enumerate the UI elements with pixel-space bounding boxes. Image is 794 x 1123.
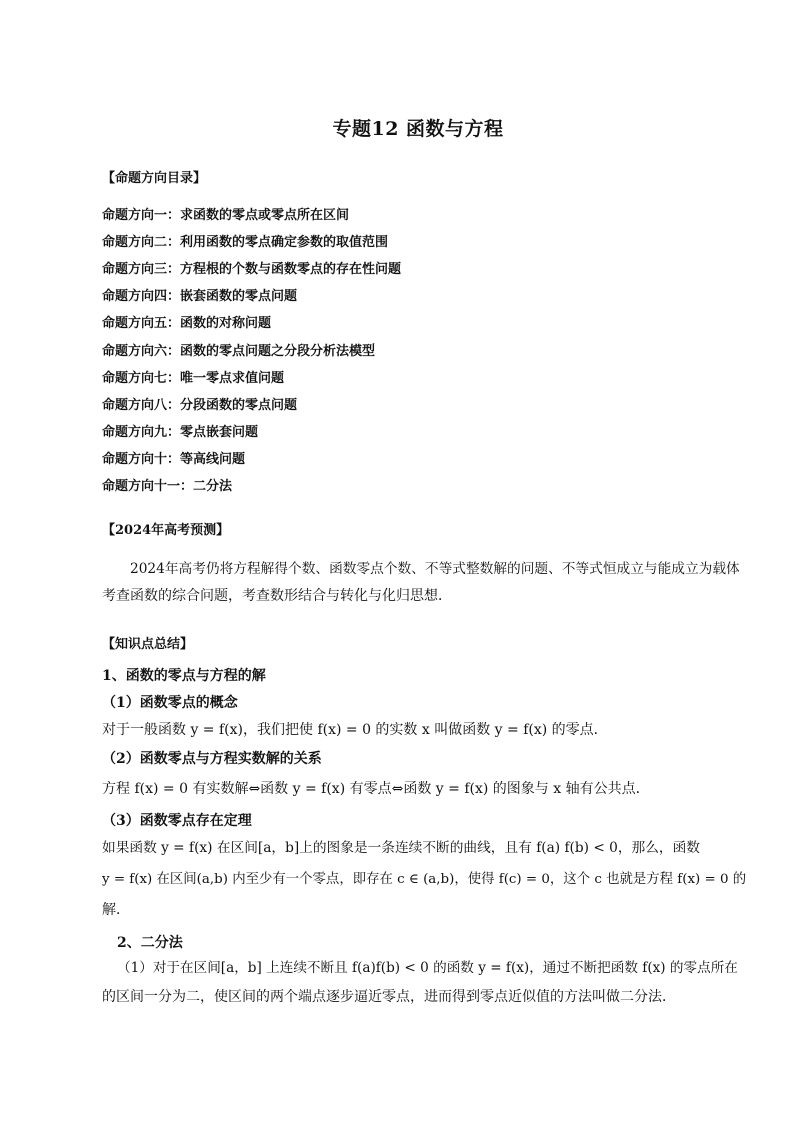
section-1-3-line3: 解． <box>102 902 130 918</box>
forecast-text-line1: 2024年高考仍将方程解得个数、函数零点个数、不等式整数解的问题、不等式恒成立与能成立为载体 <box>130 561 740 577</box>
toc-item: 命题方向一：求函数的零点或零点所在区间 <box>102 208 350 223</box>
toc-item: 命题方向三：方程根的个数与函数零点的存在性问题 <box>102 262 402 277</box>
section-1-1-text: 对于一般函数 y = f(x)，我们把使 f(x) = 0 的实数 x 叫做函数 y = f(x) 的零点． <box>102 722 608 738</box>
toc-item: 命题方向十一：二分法 <box>102 479 233 494</box>
page-title: 专题12 函数与方程 <box>332 118 504 140</box>
toc-item: 命题方向四：嵌套函数的零点问题 <box>102 289 298 304</box>
forecast-text-line2: 考查函数的综合问题，考查数形结合与转化与化归思想． <box>102 588 452 604</box>
toc-item: 命题方向二：利用函数的零点确定参数的取值范围 <box>102 235 389 250</box>
toc-heading: 【命题方向目录】 <box>102 171 207 186</box>
section-1-3-line1: 如果函数 y = f(x) 在区间[a，b]上的图象是一条连续不断的曲线，且有 f(a) f(b) < 0，那么，函数 <box>102 840 700 856</box>
toc-item: 命题方向七：唯一零点求值问题 <box>102 371 285 386</box>
forecast-heading: 【2024年高考预测】 <box>102 523 230 538</box>
toc-item: 命题方向五：函数的对称问题 <box>102 316 272 331</box>
knowledge-heading: 【知识点总结】 <box>102 637 194 652</box>
section-2-line2: 的区间一分为二，使区间的两个端点逐步逼近零点，进而得到零点近似值的方法叫做二分法． <box>102 989 676 1005</box>
section-1-title: 1、函数的零点与方程的解 <box>102 668 266 684</box>
toc-item: 命题方向九：零点嵌套问题 <box>102 425 259 440</box>
section-1-1-title: （1）函数零点的概念 <box>102 695 238 711</box>
toc-item: 命题方向十：等高线问题 <box>102 452 246 467</box>
section-1-2-title: （2）函数零点与方程实数解的关系 <box>102 751 322 767</box>
section-2-line1: （1）对于在区间[a，b] 上连续不断且 f(a)f(b) < 0 的函数 y = f(x)，通过不断把函数 f(x) 的零点所在 <box>117 960 738 976</box>
toc-item: 命题方向六：函数的零点问题之分段分析法模型 <box>102 344 376 359</box>
section-1-3-line2: y = f(x) 在区间(a,b) 内至少有一个零点，即存在 c ∈ (a,b)，使得 f(c) = 0，这个 c 也就是方程 f(x) = 0 的 <box>102 872 747 887</box>
section-2-title: 2、二分法 <box>117 935 183 951</box>
section-1-2-text: 方程 f(x) = 0 有实数解⇔函数 y = f(x) 有零点⇔函数 y = f(x) 的图象与 x 轴有公共点． <box>102 781 650 797</box>
toc-item: 命题方向八：分段函数的零点问题 <box>102 398 298 413</box>
section-1-3-title: （3）函数零点存在定理 <box>102 813 252 829</box>
